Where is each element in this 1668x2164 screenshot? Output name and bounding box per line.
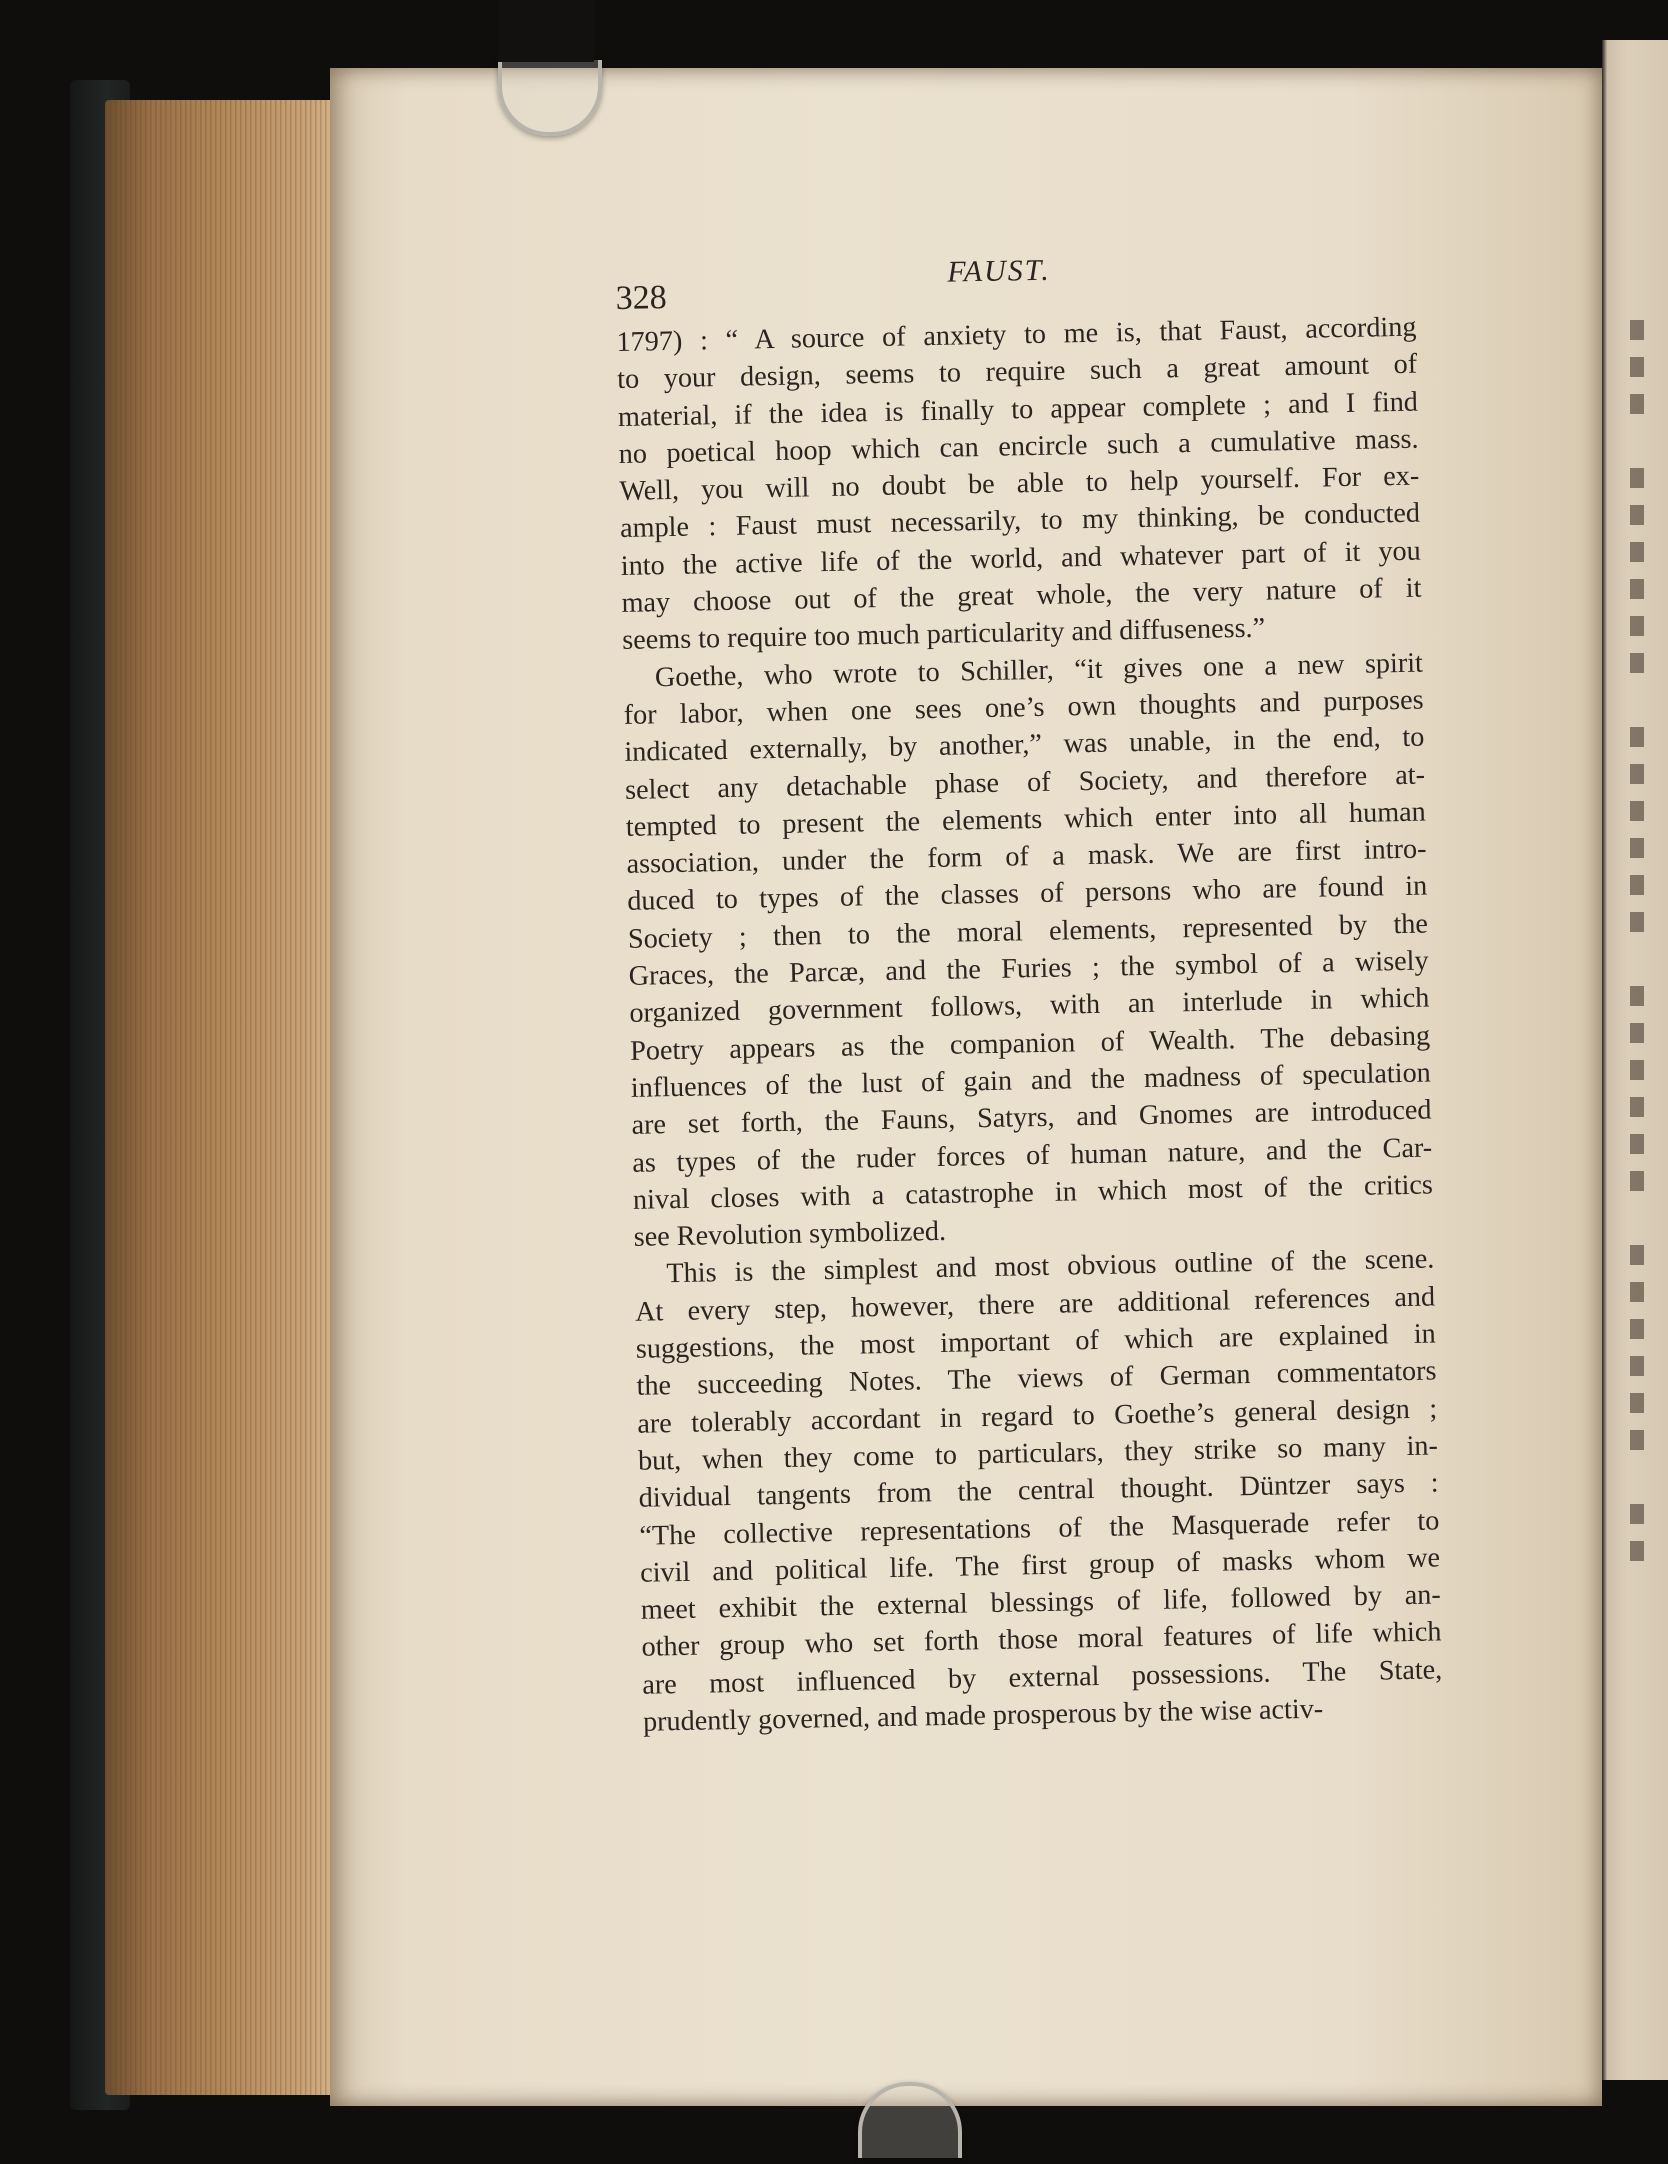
text-line: association, under the form of a mask. We are first intro- bbox=[626, 833, 1427, 881]
facing-page-glyph bbox=[1630, 394, 1644, 414]
text-line: influences of the lust of gain and the madness of speculation bbox=[630, 1057, 1432, 1104]
facing-page-glyph bbox=[1630, 727, 1644, 747]
text-line: prudently governed, and made prosperous by the wise activ- bbox=[642, 1693, 1324, 1738]
text-line: for labor, when one sees one’s own thoughts and purposes bbox=[623, 684, 1424, 731]
facing-page-glyph bbox=[1630, 579, 1644, 599]
facing-page-glyph bbox=[1630, 320, 1644, 340]
facing-page-glyph bbox=[1630, 1097, 1644, 1117]
facing-page-edge bbox=[1602, 40, 1668, 2080]
facing-page-glyph bbox=[1630, 801, 1644, 821]
facing-page-glyph bbox=[1630, 1134, 1644, 1154]
text-block bbox=[615, 247, 1443, 1741]
facing-page-glyph bbox=[1630, 505, 1644, 525]
facing-page-glyph bbox=[1630, 653, 1644, 673]
facing-page-glyph bbox=[1630, 986, 1644, 1006]
text-line: are tolerably accordant in regard to Goethe’s general design ; bbox=[637, 1393, 1438, 1440]
text-line: into the active life of the world, and whatever part of it you bbox=[620, 535, 1421, 582]
facing-page-glyph bbox=[1630, 912, 1644, 932]
facing-page-glyph bbox=[1630, 838, 1644, 858]
facing-page-glyph bbox=[1630, 1430, 1644, 1450]
text-line: see Revolution symbolized. bbox=[633, 1215, 947, 1253]
text-line: suggestions, the most important of which are explained in bbox=[635, 1318, 1437, 1365]
text-line: other group who set forth those moral features of life which bbox=[641, 1616, 1442, 1664]
facing-page-glyph bbox=[1630, 1245, 1644, 1265]
text-line: are set forth, the Fauns, Satyrs, and Gnomes are introduced bbox=[631, 1094, 1432, 1142]
text-line: This is the simplest and most obvious outline of the scene. bbox=[666, 1243, 1435, 1290]
paragraph bbox=[623, 644, 1434, 1256]
text-line: as types of the ruder forces of human nature, and the Car- bbox=[631, 1132, 1433, 1179]
facing-page-glyph bbox=[1630, 1319, 1644, 1339]
facing-page-glyph bbox=[1630, 468, 1644, 488]
text-line: Poetry appears as the companion of Wealth. The debasing bbox=[629, 1020, 1431, 1067]
text-line: indicated externally, by another,” was unable, in the end, to bbox=[624, 721, 1425, 769]
text-line: tempted to present the elements which enter into all human bbox=[625, 796, 1427, 843]
text-line: Society ; then to the moral elements, represented by the bbox=[627, 908, 1429, 955]
facing-page-glyph bbox=[1630, 1356, 1644, 1376]
paragraph bbox=[634, 1241, 1443, 1741]
paragraph bbox=[616, 309, 1422, 660]
text-line: “The collective representations of the Masquerade refer to bbox=[639, 1504, 1440, 1552]
facing-page-glyph bbox=[1630, 1393, 1644, 1413]
text-line: seems to require too much particularity and diffuseness.” bbox=[621, 612, 1266, 657]
facing-page-glyph bbox=[1630, 542, 1644, 562]
text-line: civil and political life. The first group of masks whom we bbox=[639, 1542, 1441, 1589]
page-number: 328 bbox=[615, 279, 668, 317]
text-line: Graces, the Parcæ, and the Furies ; the symbol of a wisely bbox=[628, 945, 1429, 992]
text-line: may choose out of the great whole, the very nature of it bbox=[621, 572, 1422, 620]
facing-page-glyph bbox=[1630, 1504, 1644, 1524]
text-line: duced to types of the classes of persons who are found in bbox=[626, 870, 1428, 918]
text-line: Well, you will no doubt be able to help yourself. For ex- bbox=[619, 460, 1420, 508]
facing-page-glyph bbox=[1630, 1023, 1644, 1043]
text-line: but, when they come to particulars, they strike so many in- bbox=[637, 1430, 1439, 1477]
text-line: Goethe, who wrote to Schiller, “it gives one a new spirit bbox=[654, 647, 1424, 693]
text-line: no poetical hoop which can encircle such a cumulative mass. bbox=[618, 423, 1419, 470]
facing-page-glyph bbox=[1630, 764, 1644, 784]
text-line: ample : Faust must necessarily, to my thinking, be conducted bbox=[619, 498, 1421, 545]
facing-page-glyph bbox=[1630, 1171, 1644, 1191]
text-line: the succeeding Notes. The views of German commentators bbox=[636, 1355, 1437, 1403]
facing-page-glyph bbox=[1630, 1282, 1644, 1302]
body-text bbox=[616, 309, 1443, 1741]
facing-page-glyph bbox=[1630, 1541, 1644, 1561]
facing-page-glyph bbox=[1630, 616, 1644, 636]
facing-page-glyph bbox=[1630, 875, 1644, 895]
text-line: meet exhibit the external blessings of life, followed by an- bbox=[640, 1579, 1442, 1626]
text-line: select any detachable phase of Society, and therefore at- bbox=[624, 759, 1426, 806]
text-line: At every step, however, there are additional references and bbox=[634, 1281, 1436, 1328]
text-line: organized government follows, with an interlude in which bbox=[629, 982, 1430, 1030]
text-line: material, if the idea is finally to appear complete ; and I find bbox=[617, 386, 1419, 433]
text-line: nival closes with a catastrophe in which most of the critics bbox=[632, 1169, 1434, 1216]
text-line: to your design, seems to require such a great amount of bbox=[616, 348, 1418, 396]
page-edges bbox=[105, 100, 340, 2095]
facing-page-glyph bbox=[1630, 357, 1644, 377]
text-line: are most influenced by external possessions. The State, bbox=[642, 1654, 1443, 1701]
running-title: FAUST. bbox=[946, 253, 1051, 289]
text-line: 1797) : “ A source of anxiety to me is, that Faust, according bbox=[616, 311, 1417, 358]
facing-page-glyph bbox=[1630, 1060, 1644, 1080]
text-line: dividual tangents from the central thought. Düntzer says : bbox=[638, 1467, 1439, 1514]
